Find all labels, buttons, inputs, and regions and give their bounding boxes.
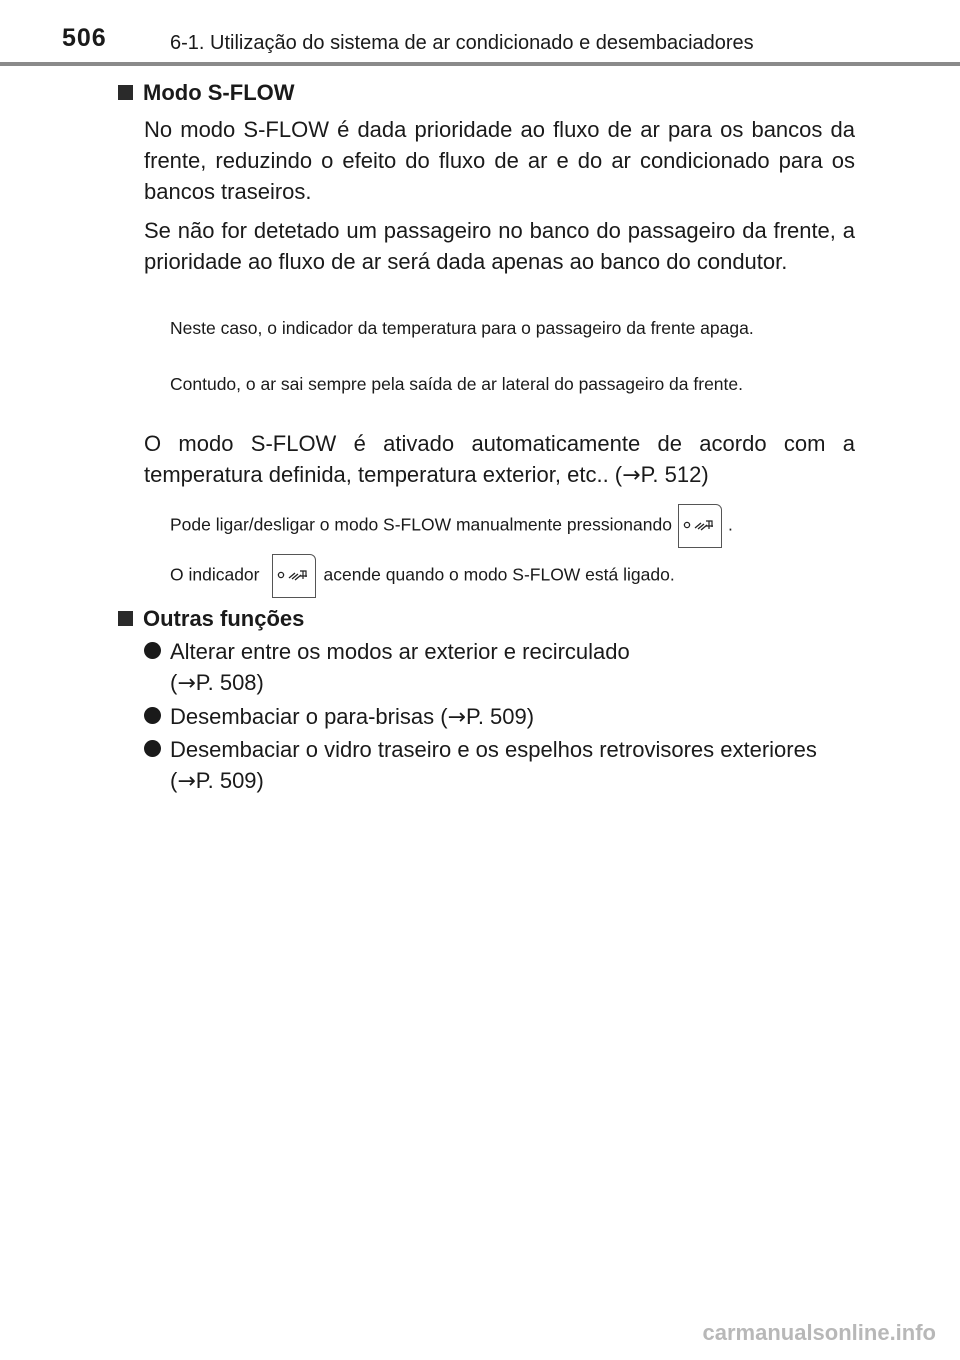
sflow-note-3 bbox=[170, 504, 733, 548]
heading-sflow bbox=[118, 80, 295, 106]
heading-sflow-label: Modo S-FLOW bbox=[143, 80, 295, 105]
bullet-dot-icon bbox=[144, 707, 161, 724]
sflow-paragraph-3 bbox=[144, 428, 855, 491]
s-flow-indicator-icon bbox=[272, 554, 316, 598]
bullet-dot-icon bbox=[144, 642, 161, 659]
list-item bbox=[144, 701, 855, 733]
sflow-note-3-text: Pode ligar/desligar o modo S-FLOW manualmente pressionando bbox=[170, 514, 672, 535]
list-item-ref-open: ( bbox=[170, 670, 178, 695]
list-item-ref[interactable]: P. 508) bbox=[195, 670, 264, 695]
sflow-note-3-end: . bbox=[727, 514, 733, 535]
arrow-right-icon: → bbox=[177, 671, 196, 696]
square-bullet-icon bbox=[118, 611, 133, 626]
heading-other-functions-label: Outras funções bbox=[143, 606, 305, 631]
sflow-paragraph-2: Se não for detetado um passageiro no banco do passageiro da frente, a prioridade ao fluxo de ar será dada apenas ao banco do condutor. bbox=[144, 218, 855, 274]
arrow-right-icon: → bbox=[622, 463, 641, 488]
sflow-note-4-text: O indicador bbox=[170, 564, 260, 585]
list-item-text: Alterar entre os modos ar exterior e recirculado bbox=[170, 639, 630, 664]
list-item bbox=[144, 636, 855, 699]
header-divider bbox=[0, 62, 960, 66]
sflow-note-4 bbox=[170, 554, 675, 598]
bullet-dot-icon bbox=[144, 740, 161, 757]
list-item-ref[interactable]: P. 509) bbox=[465, 704, 535, 729]
sflow-note-4-end: acende quando o modo S-FLOW está ligado. bbox=[323, 564, 675, 585]
sflow-note-2: Contudo, o ar sai sempre pela saída de ar lateral do passageiro da frente. bbox=[170, 374, 743, 394]
arrow-right-icon: → bbox=[447, 705, 466, 730]
page-header bbox=[0, 0, 960, 66]
section-title: 6-1. Utilização do sistema de ar condicionado e desembaciadores bbox=[170, 32, 754, 54]
square-bullet-icon bbox=[118, 85, 133, 100]
page-number: 506 bbox=[62, 24, 107, 52]
s-flow-button-icon bbox=[678, 504, 722, 548]
list-item-ref[interactable]: P. 509) bbox=[195, 768, 264, 793]
arrow-right-icon: → bbox=[177, 769, 196, 794]
list-item-ref-open: ( bbox=[170, 768, 178, 793]
list-item-text: Desembaciar o vidro traseiro e os espelhos retrovisores exteriores bbox=[170, 737, 817, 762]
sflow-paragraph-3-ref[interactable]: P. 512) bbox=[640, 462, 709, 487]
sflow-paragraph-3-text: O modo S-FLOW é ativado automaticamente de acordo com a temperatura definida, temperatura exterior, etc.. ( bbox=[144, 431, 855, 487]
list-item bbox=[144, 734, 855, 797]
sflow-paragraph-1: No modo S-FLOW é dada prioridade ao fluxo de ar para os bancos da frente, reduzindo o efeito do fluxo de ar e do ar condicionado para os bancos traseiros. bbox=[144, 117, 855, 204]
heading-other-functions bbox=[118, 606, 304, 632]
watermark: carmanualsonline.info bbox=[702, 1320, 936, 1345]
list-item-text: Desembaciar o para-brisas ( bbox=[170, 704, 448, 729]
sflow-note-1: Neste caso, o indicador da temperatura para o passageiro da frente apaga. bbox=[170, 318, 754, 338]
